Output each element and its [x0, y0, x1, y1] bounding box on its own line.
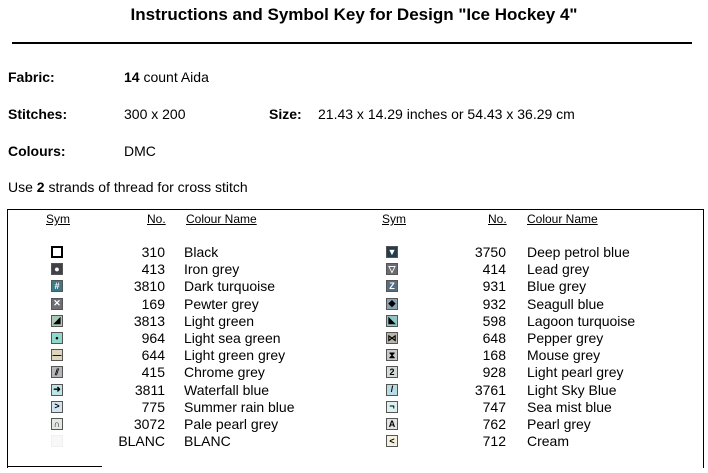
- instruction-post: strands of thread for cross stitch: [44, 179, 248, 195]
- key-row-right: [0, 433, 708, 450]
- triangle-icon: ◢: [51, 315, 63, 327]
- bowtie-icon: ⋈: [387, 332, 397, 343]
- fabric-count: 14: [124, 69, 140, 85]
- key-row-right: [0, 244, 708, 261]
- dmc-number: 3072: [133, 416, 165, 432]
- dmc-number: BLANC: [118, 433, 165, 450]
- dmc-number: 3810: [133, 278, 165, 295]
- colour-name: Lead grey: [527, 261, 590, 278]
- dmc-number: 3813: [133, 312, 165, 329]
- instruction-pre: Use: [8, 179, 37, 195]
- dmc-number: 415: [141, 364, 165, 381]
- dmc-number: 3750: [474, 244, 506, 260]
- dmc-number: 747: [482, 398, 506, 415]
- dmc-number: 712: [482, 433, 506, 450]
- dmc-number: 775: [141, 398, 165, 415]
- slash-icon: /: [386, 384, 398, 396]
- colour-name: Iron grey: [184, 261, 240, 278]
- key-row-right: [0, 399, 708, 416]
- header-sym-right: Sym: [382, 212, 406, 226]
- dmc-number: 928: [482, 364, 506, 381]
- colours-label: Colours:: [8, 143, 66, 159]
- dmc-number: 964: [141, 330, 165, 346]
- colour-name: Deep petrol blue: [527, 244, 630, 260]
- colour-name: Light green: [184, 312, 255, 329]
- key-row-right: [0, 261, 708, 278]
- two-icon: 2: [386, 366, 398, 378]
- dmc-number: 598: [482, 312, 506, 329]
- arch-icon: ∩: [51, 418, 63, 430]
- colour-name: Pewter grey: [184, 295, 259, 312]
- colour-name: Pale pearl grey: [184, 416, 279, 432]
- a-icon: A: [386, 418, 398, 430]
- dmc-number: 931: [482, 278, 506, 295]
- colour-name: Pepper grey: [527, 330, 604, 346]
- colour-name: Summer rain blue: [184, 398, 295, 415]
- dmc-number: 932: [482, 295, 506, 312]
- dmc-number: 414: [482, 261, 506, 278]
- dmc-number: 648: [482, 330, 506, 346]
- dmc-number: 762: [482, 416, 506, 432]
- colour-name: Black: [184, 244, 219, 260]
- circle-icon: ●: [51, 263, 63, 275]
- header-no-left: No.: [147, 212, 166, 226]
- dmc-number: 3811: [134, 381, 165, 398]
- colour-name: Blue grey: [527, 278, 587, 295]
- dmc-number: 169: [141, 295, 165, 312]
- dmc-number: 168: [482, 347, 506, 364]
- colour-name: Light green grey: [184, 347, 286, 364]
- thread-instruction: [8, 179, 248, 195]
- less-than-icon: <: [386, 435, 398, 447]
- header-name-right: Colour Name: [527, 212, 598, 226]
- dmc-number: 310: [141, 244, 165, 260]
- diagonal-lines-icon: ⫽: [51, 366, 63, 378]
- colour-name: Light Sky Blue: [527, 381, 617, 398]
- key-row-right: [0, 313, 708, 330]
- colour-name: Light pearl grey: [527, 364, 624, 381]
- hash-icon: #: [51, 280, 63, 292]
- colour-name: Chrome grey: [184, 364, 265, 381]
- header-no-right: No.: [488, 212, 507, 226]
- colour-name: Light sea green: [184, 330, 281, 346]
- size-label: Size:: [269, 106, 302, 122]
- header-sym-left: Sym: [46, 212, 70, 226]
- key-row-right: [0, 347, 708, 364]
- fabric-label: Fabric:: [8, 69, 55, 85]
- z-icon: Z: [386, 280, 398, 292]
- colour-name: Dark turquoise: [184, 278, 276, 295]
- strand-count: 2: [36, 179, 45, 195]
- key-row-right: [0, 416, 708, 433]
- colour-name: Cream: [527, 433, 570, 450]
- arrow-right-icon: ➜: [51, 384, 63, 396]
- colour-name: Lagoon turquoise: [527, 312, 636, 329]
- colour-name: Waterfall blue: [184, 381, 270, 398]
- key-row-right: [0, 364, 708, 381]
- down-triangle-icon: ▼: [387, 246, 397, 257]
- x-icon: ✕: [51, 298, 63, 310]
- colour-name: Pearl grey: [527, 416, 591, 432]
- size-value: 21.43 x 14.29 inches or 54.43 x 36.29 cm: [318, 106, 575, 122]
- key-row-right: [0, 278, 708, 295]
- dmc-number: 644: [141, 347, 165, 364]
- dash-icon: —: [52, 349, 62, 360]
- dmc-number: 3761: [474, 381, 506, 398]
- title-rule: [12, 42, 692, 44]
- colour-name: Sea mist blue: [527, 398, 612, 415]
- hourglass-icon: ⧗: [386, 349, 398, 361]
- corner-triangle-icon: ◣: [386, 315, 398, 327]
- fabric-type: count Aida: [139, 69, 209, 85]
- corner-bracket-icon: ¬: [386, 401, 398, 413]
- key-row-right: [0, 382, 708, 399]
- fabric-value: [124, 69, 209, 85]
- diamond-icon: ◆: [386, 298, 398, 310]
- colour-name: Mouse grey: [527, 347, 601, 364]
- colour-name: BLANC: [184, 433, 231, 450]
- colours-value: DMC: [124, 143, 156, 159]
- colour-name: Seagull blue: [527, 295, 605, 312]
- dmc-number: 413: [141, 261, 165, 278]
- dot-icon: •: [51, 332, 63, 344]
- stitches-label: Stitches:: [8, 106, 68, 122]
- key-row-right: [0, 330, 708, 347]
- greater-than-icon: >: [51, 401, 63, 413]
- key-row-right: [0, 296, 708, 313]
- document-title: Instructions and Symbol Key for Design "Ice Hockey 4": [130, 5, 578, 24]
- stitches-value: 300 x 200: [124, 106, 186, 122]
- header-name-left: Colour Name: [186, 212, 257, 226]
- down-triangle-outline-icon: ▽: [386, 263, 398, 275]
- table-bottom-rule: [7, 466, 102, 467]
